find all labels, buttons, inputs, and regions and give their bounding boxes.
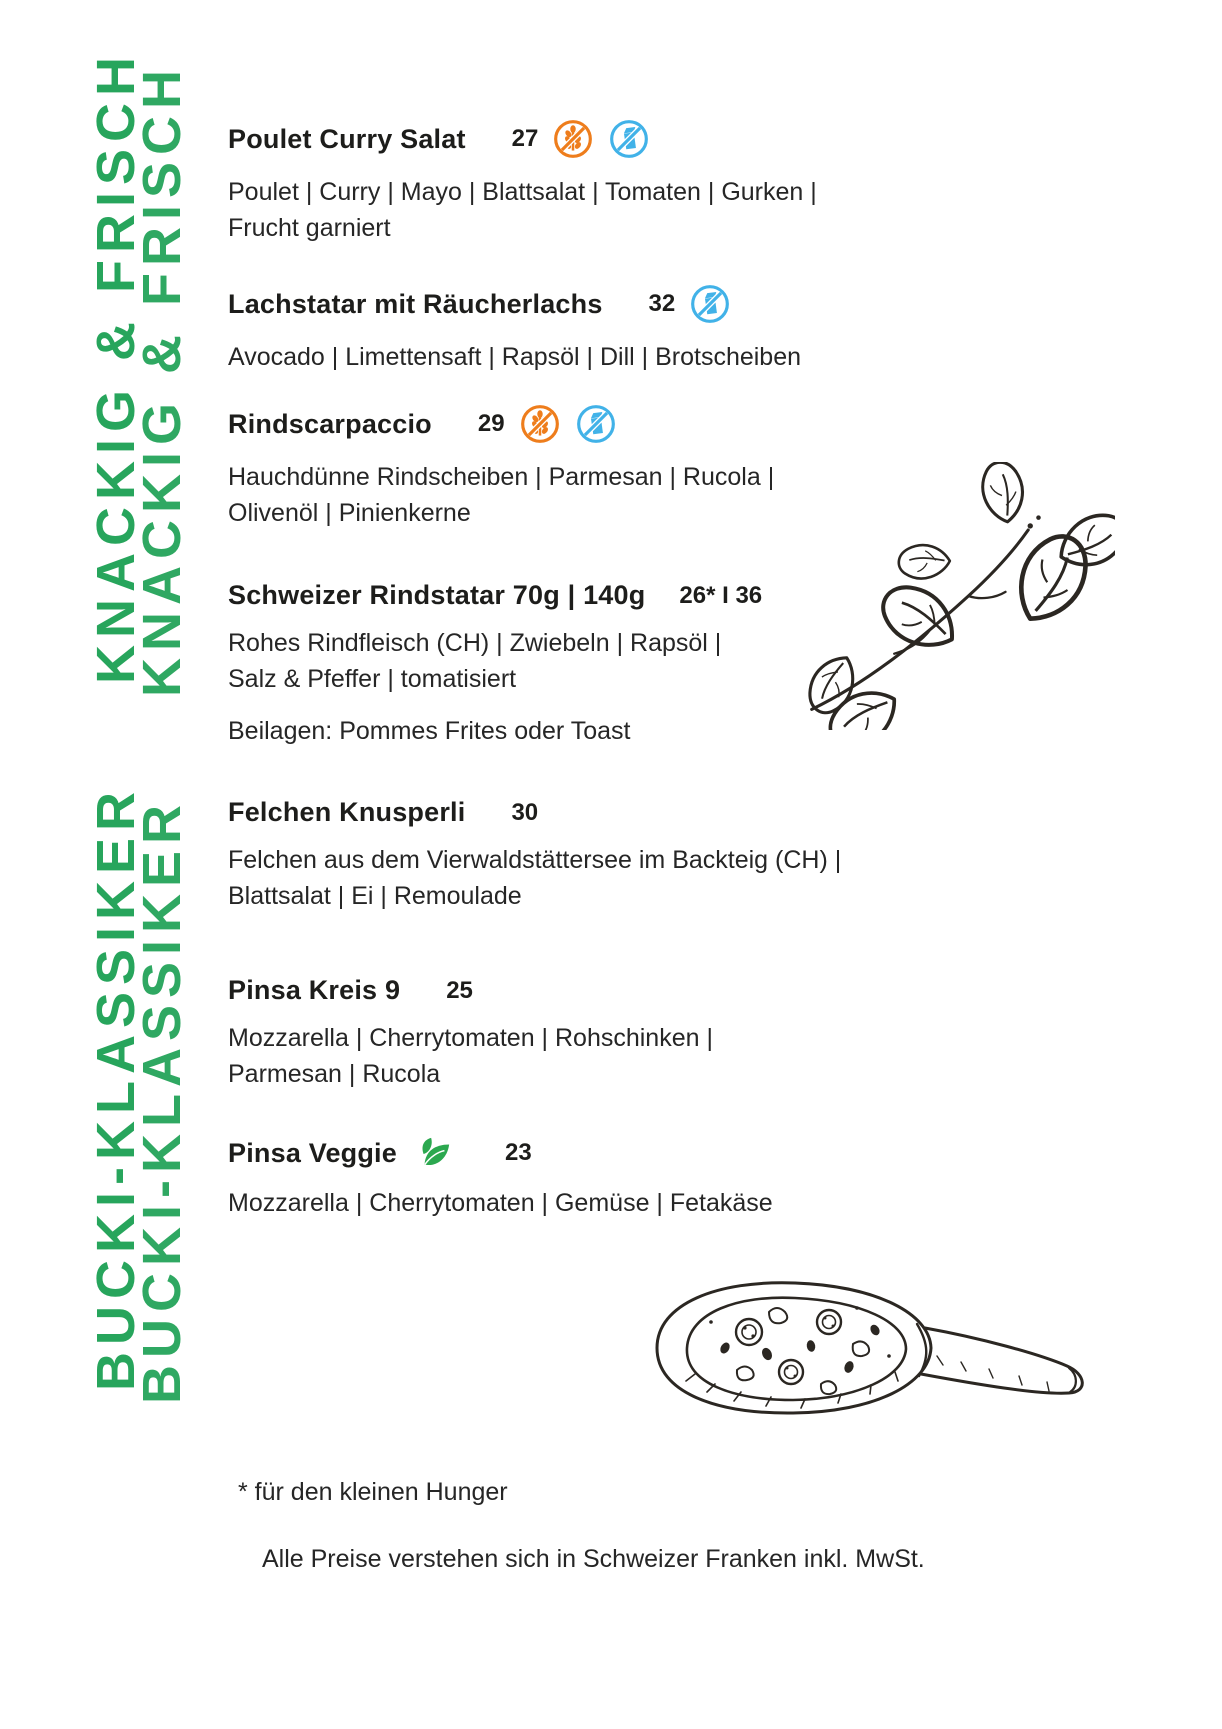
item-description-line: Hauchdünne Rindscheiben | Parmesan | Rucola | <box>228 463 775 491</box>
item-description <box>228 459 888 531</box>
item-name: Poulet Curry Salat <box>228 123 466 154</box>
vat-price-note: Alle Preise verstehen sich in Schweizer Franken inkl. MwSt. <box>262 1545 925 1573</box>
item-description-line: Mozzarella | Cherrytomaten | Gemüse | Fetakäse <box>228 1189 773 1217</box>
section-title-bucki-klassiker-echo: BUCKI-KLASSIKER <box>132 797 192 1404</box>
item-price: 25 <box>446 976 473 1004</box>
item-description-line: Felchen aus dem Vierwaldstättersee im Backteig (CH) | <box>228 846 842 874</box>
item-price: 29 <box>477 410 505 437</box>
menu-item <box>228 797 888 914</box>
menu-item <box>228 580 888 749</box>
item-name: Lachstatar mit Räucherlachs <box>228 288 603 319</box>
item-name: Pinsa Kreis 9 <box>228 975 401 1005</box>
basil-illustration <box>795 462 1115 730</box>
item-description-line: Salz & Pfeffer | tomatisiert <box>228 665 517 693</box>
item-description <box>228 339 888 375</box>
item-price: 27 <box>511 125 539 152</box>
section-title-bucki-klassiker: BUCKI-KLASSIKER <box>86 784 146 1391</box>
section-title-knackig-frisch-echo: KNACKIG & FRISCH <box>132 63 192 697</box>
item-description <box>228 842 888 914</box>
item-title-row <box>228 580 888 611</box>
item-name: Pinsa Veggie <box>228 1137 397 1168</box>
item-description-line: Avocado | Limettensaft | Rapsöl | Dill | Brotscheiben <box>228 343 802 371</box>
menu-item <box>228 118 888 246</box>
item-description <box>228 1020 888 1092</box>
pinsa-illustration <box>598 1252 1120 1452</box>
item-description-line: Blattsalat | Ei | Remoulade <box>228 882 522 910</box>
small-hunger-footnote: * für den kleinen Hunger <box>238 1478 508 1506</box>
item-title-row <box>228 118 888 160</box>
item-description-line: Olivenöl | Pinienkerne <box>228 499 471 527</box>
item-description <box>228 625 888 697</box>
lactose-free-icon <box>575 403 617 445</box>
item-price: 32 <box>648 290 676 317</box>
item-title-row <box>228 1135 888 1171</box>
vegetarian-icon <box>415 1135 453 1171</box>
menu-item <box>228 403 888 531</box>
gluten-free-icon <box>552 118 594 160</box>
item-name: Rindscarpaccio <box>228 408 432 439</box>
item-price: 26* I 36 <box>679 581 763 609</box>
menu-item <box>228 975 888 1092</box>
item-price: 30 <box>511 798 539 826</box>
menu-item <box>228 283 888 375</box>
item-title-row <box>228 283 888 325</box>
item-description-line: Frucht garniert <box>228 214 391 242</box>
item-description <box>228 1185 888 1221</box>
item-description-line: Mozzarella | Cherrytomaten | Rohschinken | <box>228 1024 713 1052</box>
item-name: Felchen Knusperli <box>228 797 466 827</box>
section-title-knackig-frisch: KNACKIG & FRISCH <box>86 50 146 684</box>
item-description-line: Parmesan | Rucola <box>228 1060 441 1088</box>
item-name: Schweizer Rindstatar 70g | 140g <box>228 580 646 610</box>
menu-item <box>228 1135 888 1221</box>
item-title-row <box>228 403 888 445</box>
item-description-line: Rohes Rindfleisch (CH) | Zwiebeln | Rapsöl | <box>228 629 722 657</box>
item-description <box>228 174 888 246</box>
lactose-free-icon <box>689 283 731 325</box>
item-description-line: Poulet | Curry | Mayo | Blattsalat | Tomaten | Gurken | <box>228 178 817 206</box>
item-title-row <box>228 797 888 828</box>
item-title-row <box>228 975 888 1006</box>
lactose-free-icon <box>608 118 650 160</box>
gluten-free-icon <box>519 403 561 445</box>
item-sides-note: Beilagen: Pommes Frites oder Toast <box>228 717 631 745</box>
item-price: 23 <box>504 1139 532 1166</box>
